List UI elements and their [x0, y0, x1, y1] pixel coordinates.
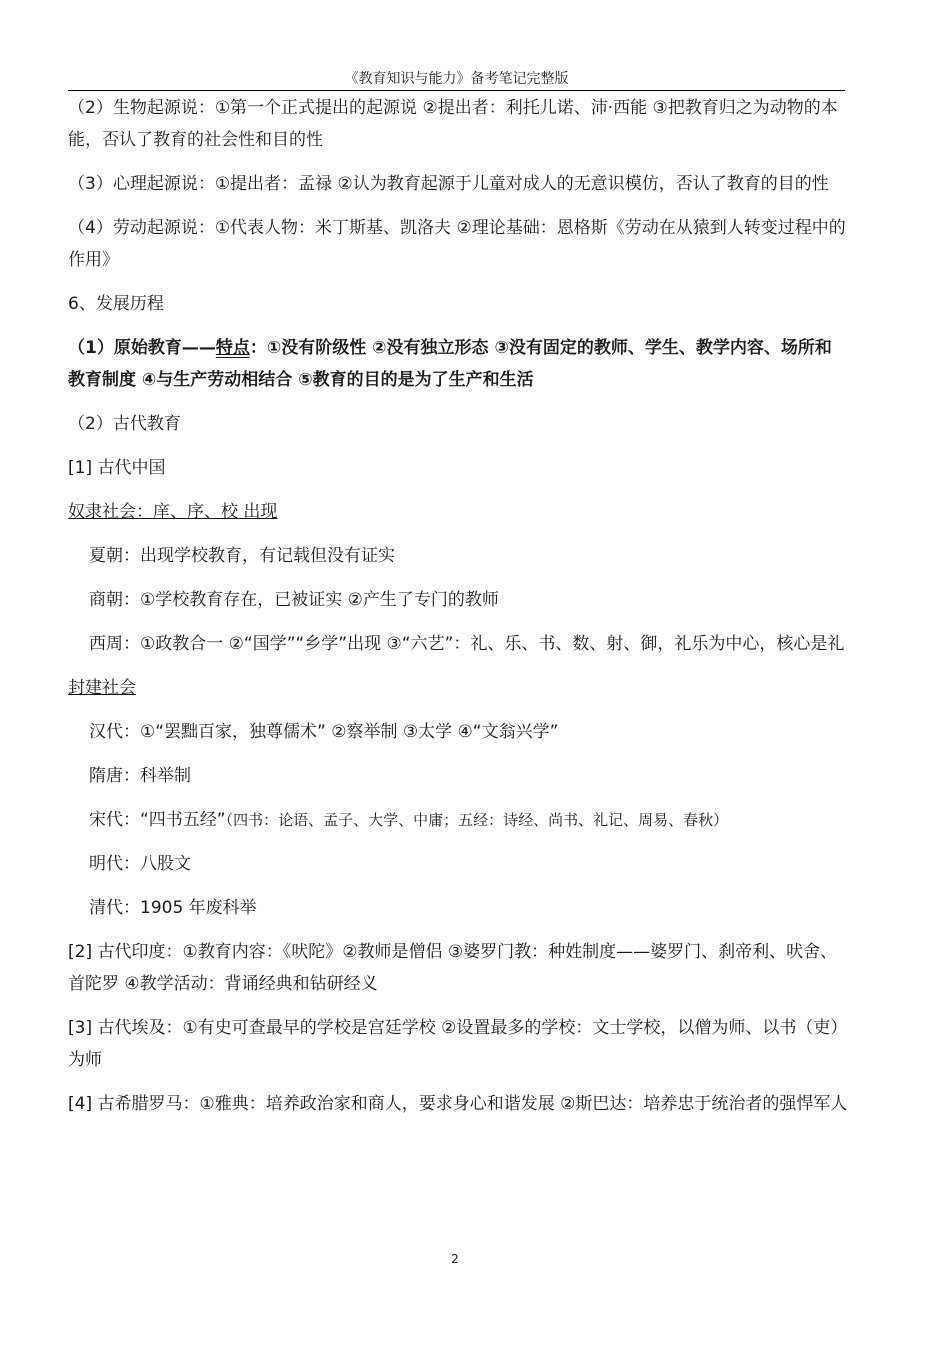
para-qing-dynasty: 清代：1905 年废科举 — [89, 898, 257, 918]
para-primitive-education — [68, 332, 848, 396]
para-han-dynasty: 汉代：①“罢黜百家，独尊儒术” ②察举制 ③太学 ④“文翁兴学” — [89, 722, 559, 742]
para-biological-origin: （2）生物起源说：①第一个正式提出的起源说 ②提出者：利托儿诺、沛·西能 ③把教育归之为动物的本能，否认了教育的社会性和目的性 — [68, 98, 838, 150]
para-sui-tang: 隋唐：科举制 — [89, 766, 191, 786]
primitive-features-label: 特点 — [215, 338, 250, 358]
para-shang-dynasty: 商朝：①学校教育存在，已被证实 ②产生了专门的教师 — [89, 590, 499, 610]
heading-slave-society: 奴隶社会：庠、序、校 出现 — [68, 502, 278, 522]
para-song-dynasty — [68, 804, 848, 836]
heading-feudal-society: 封建社会 — [68, 678, 136, 698]
page-content — [68, 92, 848, 1132]
para-ancient-greece-rome: [4] 古希腊罗马：①雅典：培养政治家和商人，要求身心和谐发展 ②斯巴达：培养忠于统治者的强悍军人 — [68, 1094, 848, 1114]
primitive-prefix: （1）原始教育—— — [68, 338, 216, 358]
para-labor-origin: （4）劳动起源说：①代表人物：米丁斯基、凯洛夫 ②理论基础：恩格斯《劳动在从猿到人转变过程中的作用》 — [68, 218, 846, 270]
para-western-zhou: 西周：①政教合一 ②“国学”“乡学”出现 ③“六艺”：礼、乐、书、数、射、御，礼乐为中心，核心是礼 — [89, 634, 845, 654]
song-note: （四书：论语、孟子、大学、中庸；五经：诗经、尚书、礼记、周易、春秋） — [225, 811, 729, 829]
para-ming-dynasty: 明代：八股文 — [89, 854, 191, 874]
para-psychological-origin: （3）心理起源说：①提出者：孟禄 ②认为教育起源于儿童对成人的无意识模仿，否认了教育的目的性 — [68, 174, 829, 194]
section-heading-development: 6、发展历程 — [68, 294, 164, 314]
para-ancient-india: [2] 古代印度：①教育内容：《吠陀》②教师是僧侣 ③婆罗门教：种姓制度——婆罗门、刹帝利、吠舍、首陀罗 ④教学活动：背诵经典和钻研经义 — [68, 942, 838, 994]
song-main: 宋代：“四书五经” — [89, 810, 226, 830]
para-xia-dynasty: 夏朝：出现学校教育，有记载但没有证实 — [89, 546, 395, 566]
para-ancient-china: [1] 古代中国 — [68, 458, 166, 478]
page-header: 《教育知识与能力》备考笔记完整版 — [68, 69, 845, 91]
para-ancient-education: （2）古代教育 — [68, 414, 181, 434]
para-ancient-egypt: [3] 古代埃及：①有史可查最早的学校是宫廷学校 ②设置最多的学校：文士学校，以僧为师、以书（吏）为师 — [68, 1018, 848, 1070]
primitive-features-text: ：①没有阶级性 ②没有独立形态 ③没有固定的教师、学生、教学内容、场所和教育制度 ④与生产劳动相结合 ⑤教育的目的是为了生产和生活 — [68, 338, 832, 390]
page-number: 2 — [451, 1252, 459, 1266]
